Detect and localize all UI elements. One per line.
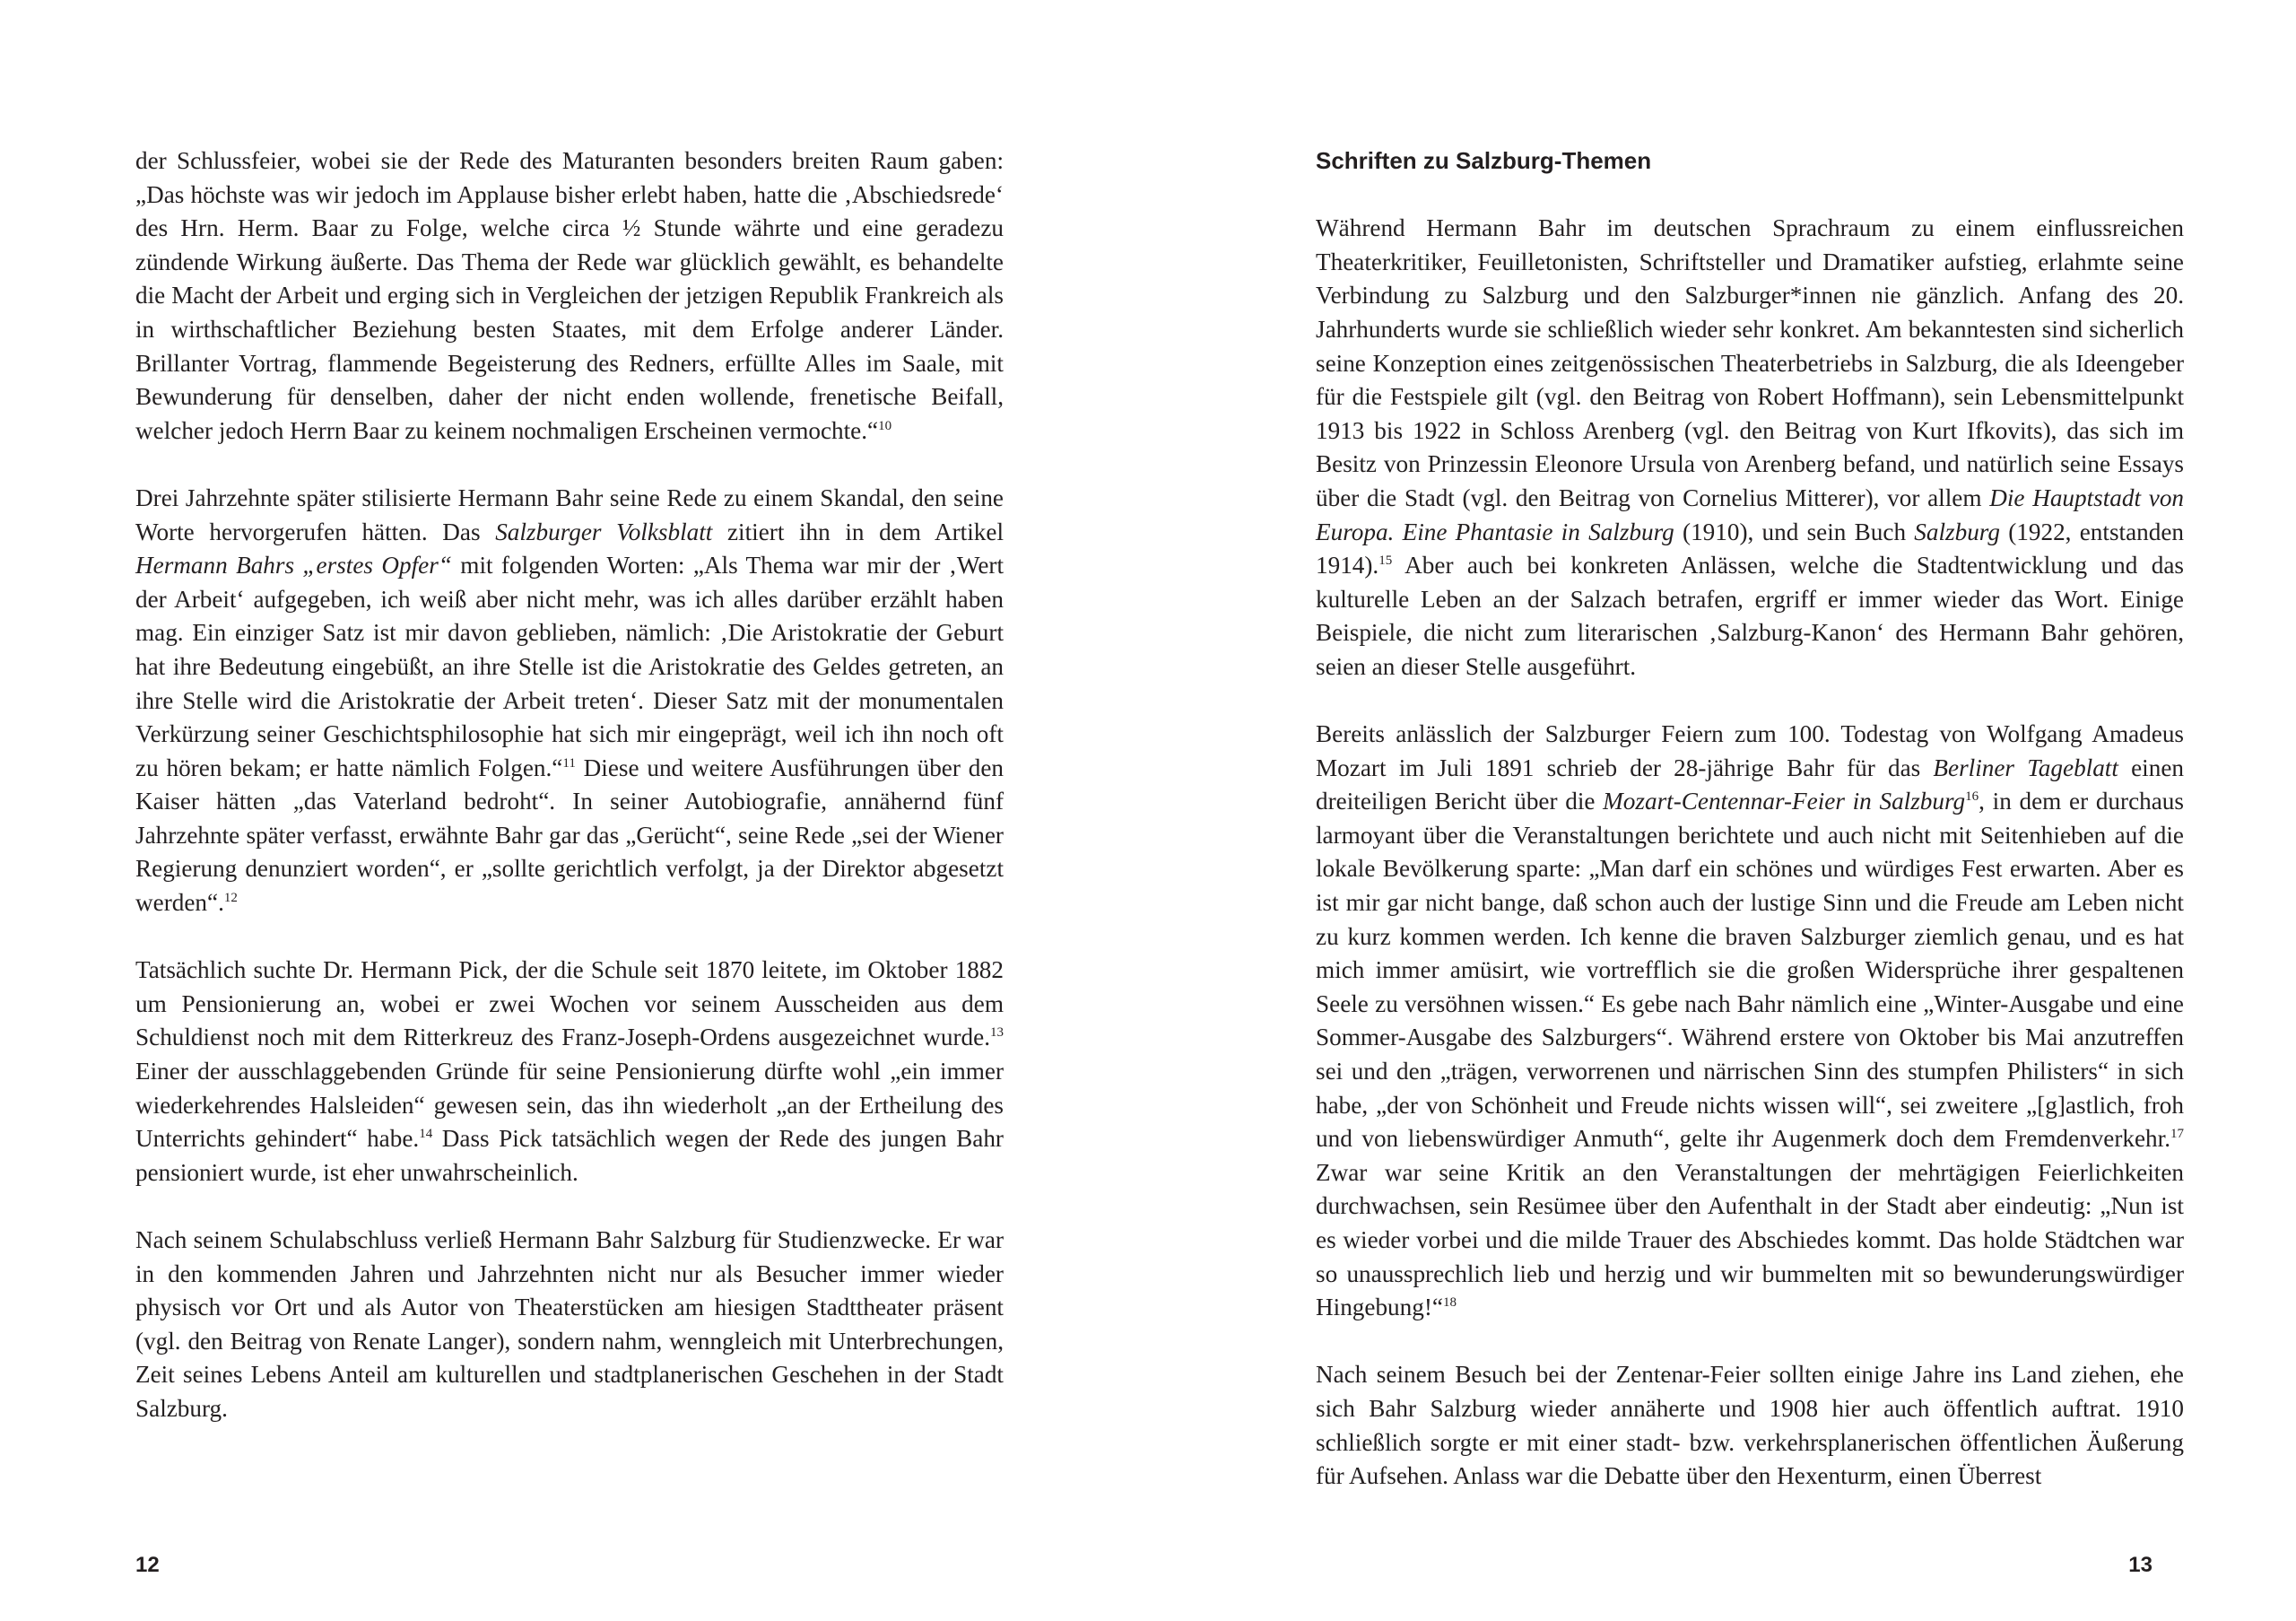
paragraph	[135, 482, 1004, 920]
paragraph	[1316, 212, 2184, 684]
text-run: einen dreiteiligen Bericht über die	[1316, 754, 2184, 815]
text-run: Einer der ausschlaggebenden Gründe für seine Pensionierung dürfte wohl „ein immer wiederkehrendes Halsleiden“ gewesen sein, das ihn wiederholt „an der Ertheilung des Unterrichts gehindert“ habe.	[135, 1058, 1004, 1153]
text-run: Nach seinem Besuch bei der Zentenar-Feier sollten einige Jahre ins Land ziehen, ehe sich Bahr Salzburg wieder annäherte und 1908 hier auch öffentlich auftrat. 1910 schließlich sorgte er mit einer stadt- bzw. verkehrsplanerischen öffentlichen Äußerung für Aufsehen. Anlass war die Debatte über den Hexenturm, einen Überrest	[1316, 1361, 2184, 1490]
footnote-marker: 14	[419, 1127, 433, 1142]
footnote-marker: 18	[1442, 1295, 1457, 1311]
left-text-column	[135, 144, 1004, 1426]
footnote-marker: 15	[1378, 553, 1393, 569]
paragraph	[1316, 1358, 2184, 1493]
text-run: Diese und weitere Ausführungen über den Kaiser hätten „das Vaterland bedroht“. In seiner Autobiografie, annähernd fünf Jahrzehnte später verfasst, erwähnte Bahr gar das „Gerücht“, seine Rede „sei der Wiener Regierung denunziert worden“, er „sollte gerichtlich verfolgt, ja der Direktor abgesetzt werden“.	[135, 754, 1004, 917]
footnote-marker: 12	[223, 891, 238, 906]
text-run: Bereits anlässlich der Salzburger Feiern zum 100. Todestag von Wolfgang Amadeus Mozart im Juli 1891 schrieb der 28-jährige Bahr für das	[1316, 720, 2184, 781]
text-run: (1910), und sein Buch	[1674, 518, 1915, 545]
paragraph	[1316, 718, 2184, 1325]
paragraph	[135, 954, 1004, 1190]
text-run: Während Hermann Bahr im deutschen Sprachraum zu einem einflussreichen Theaterkritiker, Feuilletonisten, Schriftsteller und Dramatiker aufstieg, erlahmte seine Verbindung zu Salzburg und den Salzburger*innen nie gänzlich. Anfang des 20. Jahrhunderts wurde sie schließlich wieder sehr konkret. Am bekanntesten sind sicherlich seine Konzeption eines zeitgenössischen Theaterbetriebs in Salzburg, die als Ideengeber für die Festspiele gilt (vgl. den Beitrag von Robert Hoffmann), sein Lebensmittelpunkt 1913 bis 1922 in Schloss Arenberg (vgl. den Beitrag von Kurt Ifkovits), das sich im Besitz von Prinzessin Eleonore Ursula von Arenberg befand, und natürlich seine Essays über die Stadt (vgl. den Beitrag von Cornelius Mitterer), vor allem	[1316, 214, 2184, 511]
section-heading: Schriften zu Salzburg-Themen	[1316, 147, 1652, 174]
text-run: Drei Jahrzehnte später stilisierte Hermann Bahr seine Rede zu einem Skandal, den seine Worte hervorgerufen hätten. Das	[135, 484, 1004, 545]
footnote-marker: 11	[562, 755, 576, 771]
text-run: zitiert ihn in dem Artikel	[712, 518, 1004, 545]
text-run: mit folgenden Worten: „Als Thema war mir der ‚Wert der Arbeit‘ aufgegeben, ich weiß aber nicht mehr, was ich alles darüber erzählt haben mag. Ein einziger Satz ist mir davon geblieben, nämlich: ‚Die Aristokratie der Geburt hat ihre Bedeutung eingebüßt, an ihre Stelle ist die Aristokratie des Geldes getreten, an ihre Stelle wird die Aristokratie der Arbeit treten‘. Dieser Satz mit der monumentalen Verkürzung seiner Geschichtsphilosophie hat sich mir eingeprägt, weil ich ihn noch oft zu hören bekam; er hatte nämlich Folgen.“	[135, 552, 1004, 781]
italic-title: Berliner Tageblatt	[1933, 754, 2118, 781]
text-run: Tatsächlich suchte Dr. Hermann Pick, der die Schule seit 1870 leitete, im Oktober 1882 um Pensionierung an, wobei er zwei Wochen vor seinem Ausscheiden aus dem Schuldienst noch mit dem Ritterkreuz des Franz-Joseph-Ordens ausgezeichnet wurde.	[135, 956, 1004, 1051]
footnote-marker: 17	[2170, 1127, 2184, 1142]
paragraph	[135, 144, 1004, 448]
text-run: Dass Pick tatsächlich wegen der Rede des jungen Bahr pensioniert wurde, ist eher unwahrscheinlich.	[135, 1125, 1004, 1186]
italic-title: Die Hauptstadt von Europa. Eine Phantasie in Salzburg	[1316, 484, 2185, 545]
page-number: 13	[2128, 1553, 2152, 1577]
italic-title: Mozart-Centennar-Feier in Salzburg	[1603, 788, 1966, 815]
italic-title: Hermann Bahrs „erstes Opfer“	[135, 552, 452, 580]
footnote-marker: 13	[990, 1025, 1004, 1041]
italic-title: Salzburg	[1914, 518, 2000, 545]
text-run: Zwar war seine Kritik an den Veranstaltungen der mehrtägigen Feierlichkeiten durchwachsen, sein Resümee über den Aufenthalt in der Stadt aber eindeutig: „Nun ist es wieder vorbei und die milde Trauer des Abschiedes kommt. Das holde Städtchen war so unaussprechlich lieb und herzig und wir bummelten mit so bewunderungswürdiger Hingebung!“	[1316, 1158, 2184, 1321]
italic-title: Salzburger Volksblatt	[495, 518, 713, 545]
page-number: 12	[135, 1553, 160, 1577]
paragraph	[135, 1224, 1004, 1426]
text-run: Nach seinem Schulabschluss verließ Hermann Bahr Salzburg für Studienzwecke. Er war in den kommenden Jahren und Jahrzehnten nicht nur als Besucher immer wieder physisch vor Ort und als Autor von Theaterstücken am hiesigen Stadttheater präsent (vgl. den Beitrag von Renate Langer), sondern nahm, wenngleich mit Unterbrechungen, Zeit seines Lebens Anteil am kulturellen und stadtplanerischen Geschehen in der Stadt Salzburg.	[135, 1226, 1004, 1422]
text-run: der Schlussfeier, wobei sie der Rede des Maturanten besonders breiten Raum gaben: „Das höchste was wir jedoch im Applause bisher erlebt haben, hatte die ‚Abschiedsrede‘ des Hrn. Herm. Baar zu Folge, welche circa ½ Stunde währte und eine geradezu zündende Wirkung äußerte. Das Thema der Rede war glücklich gewählt, es behandelte die Macht der Arbeit und erging sich in Vergleichen der jetzigen Republik Frankreich als in wirthschaftlicher Beziehung besten Staates, mit dem Erfolge anderer Länder. Brillanter Vortrag, flammende Begeisterung des Redners, erfüllte Alles im Saale, mit Bewunderung für denselben, daher der nicht enden wollende, frenetische Beifall, welcher jedoch Herrn Baar zu keinem nochmaligen Erscheinen vermochte.“	[135, 147, 1004, 444]
text-run: , in dem er durchaus larmoyant über die Veranstaltungen berichtete und auch nicht mit Seitenhieben auf die lokale Bevölkerung sparte: „Man darf ein schönes und würdiges Fest erwarten. Aber es ist mir gar nicht bange, daß schon auch der lustige Sinn und die Freude am Leben nicht zu kurz kommen werden. Ich kenne die braven Salzburger ziemlich genau, und es hat mich immer amüsirt, wie vortrefflich sie die großen Widersprüche ihrer gespaltenen Seele zu versöhnen wissen.“ Es gebe nach Bahr nämlich eine „Winter-Ausgabe und eine Sommer-Ausgabe des Salzburgers“. Während erstere von Oktober bis Mai anzutreffen sei und den „trägen, verworrenen und närrischen Sinn des stumpfen Philisters“ in sich habe, „der von Schönheit und Freude nichts wissen will“, sei zweitere „[g]astlich, froh und von liebenswürdiger Anmuth“, gelte ihr Augenmerk doch dem Fremdenverkehr.	[1316, 788, 2184, 1153]
text-run: (1922, entstanden 1914).	[1316, 518, 2184, 580]
text-run: Aber auch bei konkreten Anlässen, welche die Stadtentwicklung und das kulturelle Leben an der Salzach betrafen, ergriff er immer wieder das Wort. Einige Beispiele, die nicht zum literarischen ‚Salzburg-Kanon‘ des Hermann Bahr gehören, seien an dieser Stelle ausgeführt.	[1316, 552, 2184, 680]
footnote-marker: 10	[878, 418, 892, 433]
footnote-marker: 16	[1965, 789, 1979, 805]
right-text-column	[1316, 144, 2184, 1494]
right-page	[1148, 0, 2296, 1621]
